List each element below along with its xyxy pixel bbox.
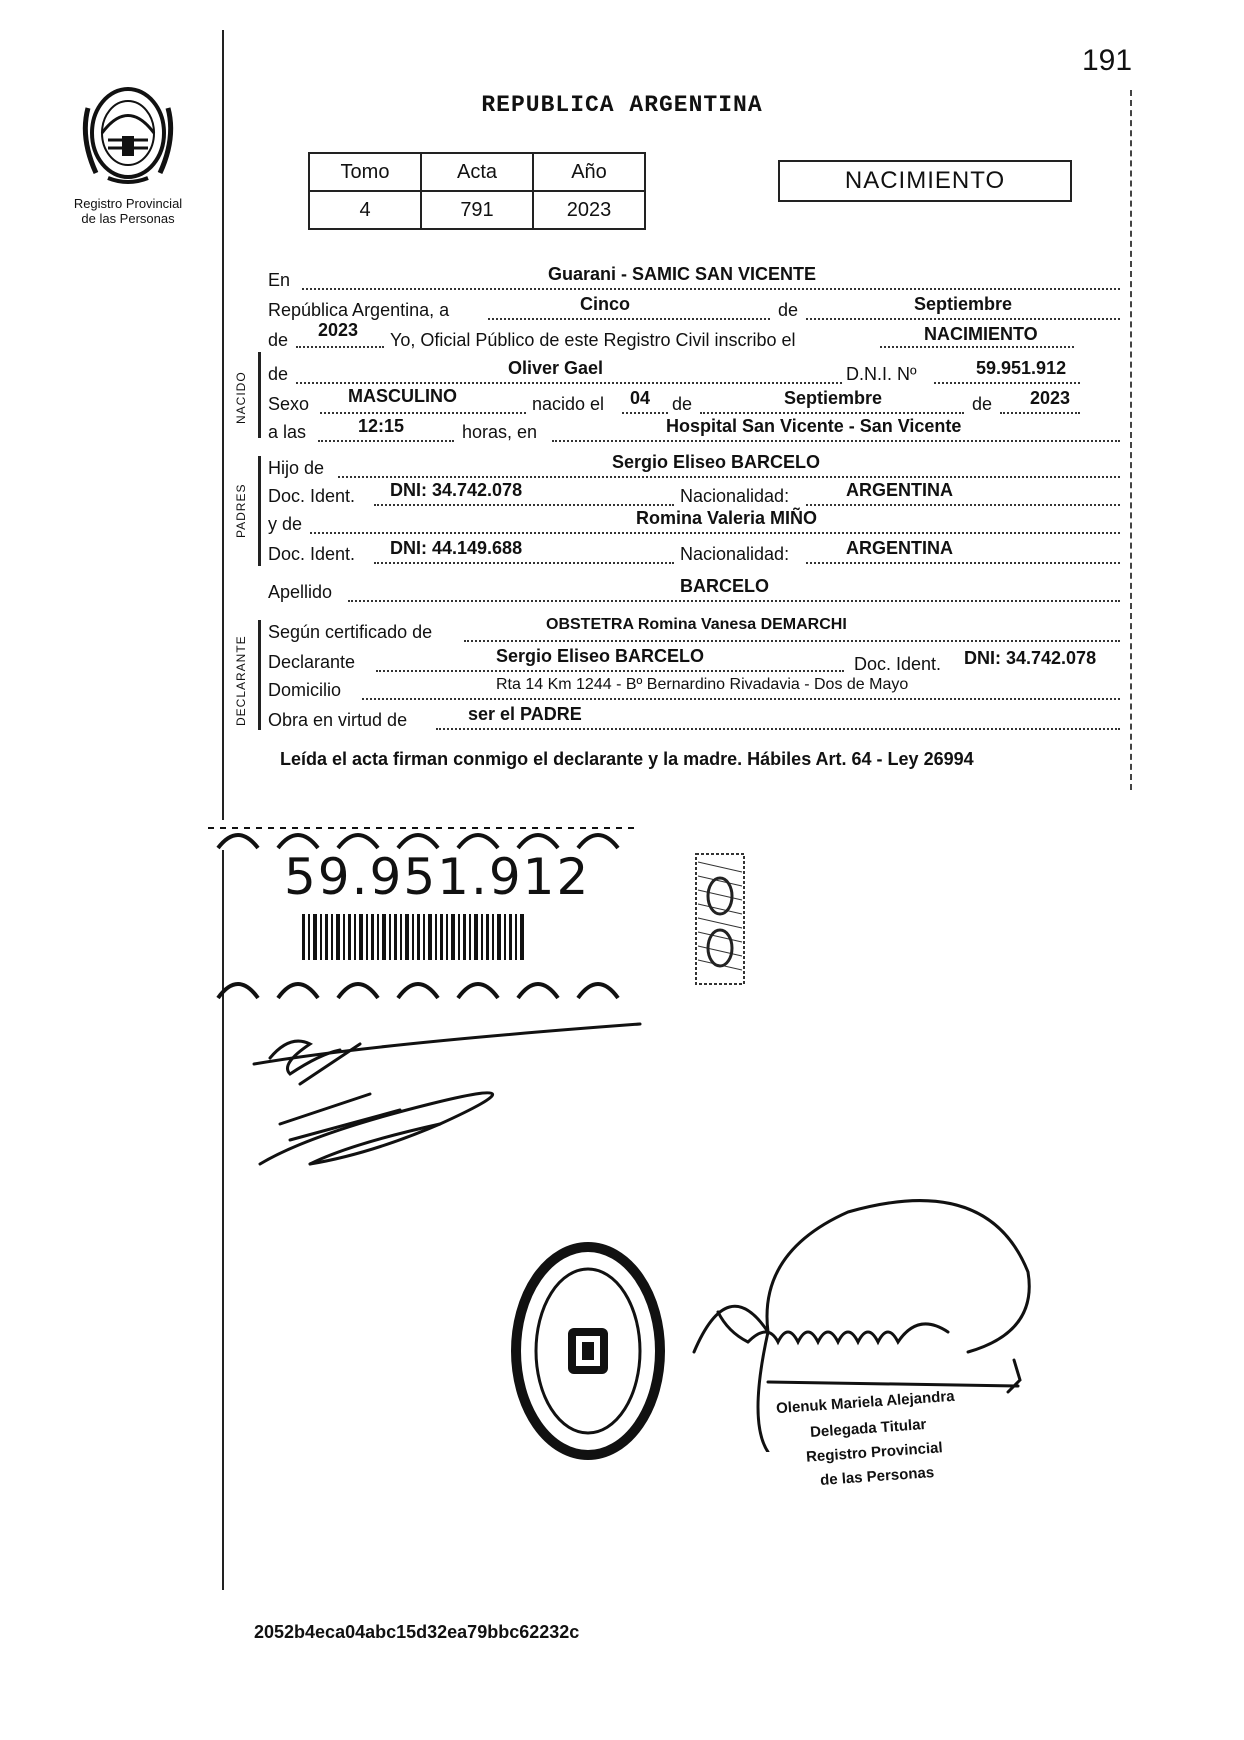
- label-y-de: y de: [268, 514, 303, 534]
- place-value: Guarani - SAMIC SAN VICENTE: [548, 264, 817, 284]
- table-cell: 2023: [533, 191, 645, 229]
- label-domicilio: Domicilio: [268, 680, 342, 700]
- dotted-line: [296, 382, 842, 384]
- father-name-value: Sergio Eliseo BARCELO: [612, 452, 821, 472]
- dotted-line: [310, 532, 1120, 534]
- record-type-box: NACIMIENTO: [778, 160, 1072, 202]
- month-value: Septiembre: [914, 294, 1013, 314]
- declarant-doc-value: DNI: 34.742.078: [964, 648, 1097, 668]
- register-table: [308, 152, 646, 230]
- dni-label-number: 59.951.912: [284, 848, 591, 906]
- dotted-line: [338, 476, 1120, 478]
- security-hologram-icon: [694, 852, 746, 986]
- label-sexo: Sexo: [268, 394, 310, 414]
- side-label-padres: PADRES: [234, 483, 248, 538]
- label-inscribo: Yo, Oficial Público de este Registro Civil inscribo el: [390, 330, 796, 350]
- label-de: de: [268, 364, 289, 384]
- side-label-declarante: DECLARANTE: [234, 635, 248, 726]
- table-header: Año: [533, 153, 645, 191]
- dotted-line: [302, 288, 1120, 290]
- label-a-las: a las: [268, 422, 307, 442]
- mother-nat-value: ARGENTINA: [846, 538, 953, 558]
- table-cell: 791: [421, 191, 533, 229]
- capacity-value: ser el PADRE: [468, 704, 582, 724]
- dotted-line: [622, 412, 668, 414]
- official-org-1: Registro Provincial: [805, 1439, 944, 1466]
- sex-value: MASCULINO: [348, 386, 457, 406]
- certificate-value: OBSTETRA Romina Vanesa DEMARCHI: [546, 616, 847, 633]
- section-bracket-nacido: [258, 352, 261, 438]
- surname-value: BARCELO: [680, 576, 769, 596]
- dotted-line: [806, 504, 1120, 506]
- label-apellido: Apellido: [268, 582, 333, 602]
- dotted-line: [320, 412, 526, 414]
- hospital-stamp-icon: [508, 1238, 668, 1464]
- father-nat-value: ARGENTINA: [846, 480, 953, 500]
- dotted-line: [934, 382, 1080, 384]
- label-declarante: Declarante: [268, 652, 356, 672]
- year-value: 2023: [318, 320, 359, 340]
- dotted-line: [880, 346, 1074, 348]
- child-name-value: Oliver Gael: [508, 358, 604, 378]
- barcode-icon: [302, 914, 524, 960]
- day-value: Cinco: [580, 294, 631, 314]
- label-nacionalidad: Nacionalidad:: [680, 486, 790, 506]
- label-segun-certificado: Según certificado de: [268, 622, 433, 642]
- father-doc-value: DNI: 34.742.078: [390, 480, 523, 500]
- declarant-value: Sergio Eliseo BARCELO: [496, 646, 705, 666]
- dotted-line: [318, 440, 454, 442]
- birth-year-value: 2023: [1030, 388, 1071, 408]
- registry-caption: Registro Provincial de las Personas: [73, 196, 183, 226]
- dotted-line: [374, 562, 674, 564]
- label-de: de: [778, 300, 799, 320]
- label-doc-ident: Doc. Ident.: [854, 654, 942, 674]
- dotted-line: [806, 562, 1120, 564]
- table-header: Tomo: [309, 153, 421, 191]
- table-header: Acta: [421, 153, 533, 191]
- label-doc-ident: Doc. Ident.: [268, 486, 356, 506]
- dotted-line: [1000, 412, 1080, 414]
- dotted-line: [348, 600, 1120, 602]
- dotted-line: [362, 698, 1120, 700]
- dotted-line: [488, 318, 770, 320]
- birth-day-value: 04: [630, 388, 651, 408]
- table-cell: 4: [309, 191, 421, 229]
- birth-time-value: 12:15: [358, 416, 405, 436]
- child-dni-value: 59.951.912: [976, 358, 1067, 378]
- label-hijo-de: Hijo de: [268, 458, 325, 478]
- label-de: de: [268, 330, 289, 350]
- right-margin-line: [1130, 90, 1132, 790]
- label-republica: República Argentina, a: [268, 300, 450, 320]
- dotted-line: [464, 640, 1120, 642]
- birth-place-value: Hospital San Vicente - San Vicente: [666, 416, 962, 436]
- security-band-bottom-icon: [208, 968, 648, 1000]
- label-de: de: [672, 394, 693, 414]
- label-en: En: [268, 270, 291, 290]
- side-label-nacido: NACIDO: [234, 371, 248, 424]
- dotted-line: [552, 440, 1120, 442]
- declarant-signature-icon: [250, 1014, 670, 1184]
- label-obra: Obra en virtud de: [268, 710, 408, 730]
- label-nacionalidad: Nacionalidad:: [680, 544, 790, 564]
- dotted-line: [296, 346, 384, 348]
- section-bracket-declarante: [258, 620, 261, 730]
- page-number: 191: [1082, 44, 1133, 77]
- document-title: REPUBLICA ARGENTINA: [481, 92, 763, 118]
- dotted-line: [376, 670, 844, 672]
- official-name: Olenuk Mariela Alejandra: [775, 1387, 956, 1418]
- label-de: de: [972, 394, 993, 414]
- label-nacido-el: nacido el: [532, 394, 605, 414]
- dotted-line: [700, 412, 964, 414]
- birth-month-value: Septiembre: [784, 388, 883, 408]
- label-dni: D.N.I. Nº: [846, 364, 917, 384]
- dotted-line: [374, 504, 674, 506]
- left-margin-line: [222, 30, 224, 1590]
- dotted-line: [806, 318, 1120, 320]
- address-value: Rta 14 Km 1244 - Bº Bernardino Rivadavia - Dos de Mayo: [496, 676, 909, 693]
- label-horas: horas, en: [462, 422, 538, 442]
- dotted-line: [436, 728, 1120, 730]
- section-bracket-padres: [258, 456, 261, 566]
- mother-name-value: Romina Valeria MIÑO: [636, 508, 818, 528]
- official-signature-icon: [688, 1192, 1048, 1452]
- closing-note: Leída el acta firman conmigo el declarante y la madre. Hábiles Art. 64 - Ley 26994: [280, 749, 974, 769]
- mother-doc-value: DNI: 44.149.688: [390, 538, 523, 558]
- label-doc-ident: Doc. Ident.: [268, 544, 356, 564]
- official-org-2: de las Personas: [819, 1464, 935, 1489]
- document-hash: 2052b4eca04abc15d32ea79bbc62232c: [254, 1622, 580, 1642]
- event-value: NACIMIENTO: [924, 324, 1038, 344]
- security-band-top-icon: [208, 820, 648, 850]
- official-role: Delegada Titular: [809, 1415, 927, 1442]
